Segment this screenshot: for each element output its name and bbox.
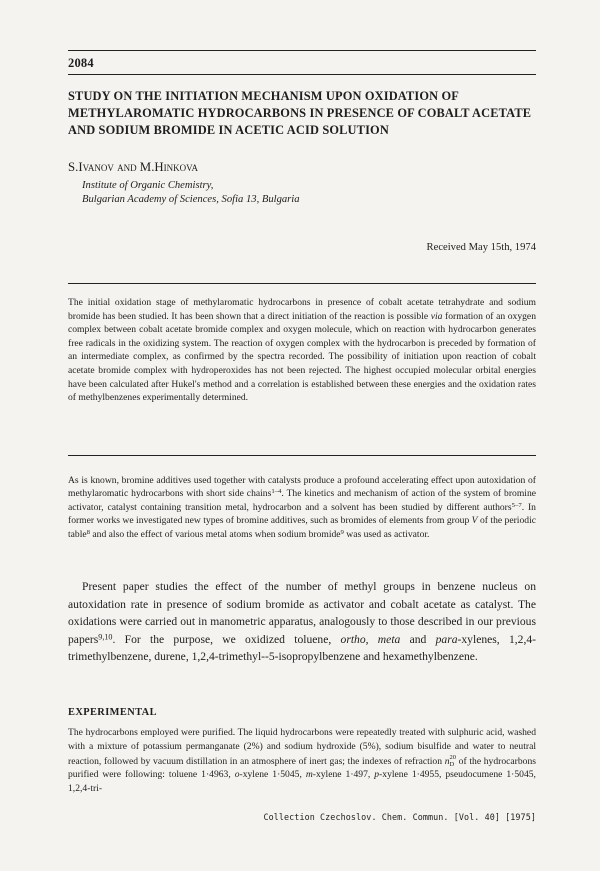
present-text-5: -xylenes, 1,2,4-trimethylbenzene, durene, 1,2,4-trimethyl--5-isopropylbenzene and hexamethylbenzene. bbox=[68, 632, 536, 664]
page-number: 2084 bbox=[68, 56, 94, 70]
present-text-4: and bbox=[400, 632, 436, 646]
top-rule bbox=[68, 50, 536, 51]
intro-text-5: and also the effect of various metal atoms when sodium bromide bbox=[90, 528, 341, 540]
exp-text-3: -xylene 1·5045, bbox=[239, 769, 306, 781]
intro-paragraph bbox=[68, 474, 536, 541]
present-text-1: Present paper studies the effect of the number of methyl groups in benzene nucleus on autoxidation rate in presence of sodium bromide as activator and cobalt acetate as catalyst. The oxidations were carried out in manometric apparatus, analogously to those described in our previous papers bbox=[68, 580, 536, 646]
exp-text-1: The hydrocarbons employed were purified. The liquid hydrocarbons were repeatedly treated with sulphuric acid, washed with a mixture of potassium permanganate (2%) and sodium hydroxide (5%), sodium bisulfide and water to neutral reaction, followed by vacuum distillation in an atmosphere of inert gas; the indexes of refraction bbox=[68, 727, 536, 767]
exp-text-5: -xylene 1·4955, pseudocumene 1·5045, 1,2,4-tri- bbox=[68, 769, 536, 795]
present-paragraph bbox=[68, 578, 536, 666]
exp-n-sup: 20 bbox=[449, 753, 456, 761]
exp-text-4: -xylene 1·497, bbox=[312, 769, 375, 781]
intro-text-6: was used as activator. bbox=[343, 528, 430, 540]
intro-group: V bbox=[471, 515, 478, 527]
intro-ref-1: 1–4 bbox=[271, 488, 282, 496]
received-date: Received May 15th, 1974 bbox=[426, 242, 536, 253]
present-text-2: . For the purpose, we oxidized toluene, bbox=[112, 632, 341, 646]
exp-n: n bbox=[444, 755, 450, 767]
intro-text-1: As is known, bromine additives used together with catalysts produce a profound accelerating effect upon autoxidation of methylaromatic hydrocarbons with short side chains bbox=[68, 475, 536, 500]
experimental-heading: EXPERIMENTAL bbox=[68, 707, 157, 718]
article-title: STUDY ON THE INITIATION MECHANISM UPON OXIDATION OF METHYLAROMATIC HYDROCARBONS IN PRESENCE OF COBALT ACETATE AND SODIUM BROMIDE IN ACETIC ACID SOLUTION bbox=[68, 89, 532, 137]
abstract-text-1: The initial oxidation stage of methylaromatic hydrocarbons in presence of cobalt acetate tetrahydrate and sodium bromide has been studied. It has been shown that a direct initiation of the reaction is possible bbox=[68, 297, 536, 322]
intro-text-2: . The kinetics and mechanism of action of the system of bromine activator, catalyst containing transition metal, hydrocarbon and a solvent has been studied by different authors bbox=[68, 488, 537, 513]
article-authors: S.Ivanov and M.Hinkova bbox=[68, 160, 198, 174]
abstract-bottom-rule bbox=[68, 455, 536, 456]
present-ortho: ortho bbox=[340, 632, 366, 646]
present-para: para bbox=[435, 632, 458, 646]
abstract-top-rule bbox=[68, 283, 536, 284]
affiliation-line-2: Bulgarian Academy of Sciences, Sofia 13, Bulgaria bbox=[82, 193, 300, 205]
abstract-via: via bbox=[430, 310, 443, 322]
exp-text-2: of the hydrocarbons purified were following: toluene 1·4963, bbox=[68, 755, 536, 781]
intro-text-3: . In former works we investigated new types of bromine additives, such as bromides of elements from group bbox=[68, 501, 536, 527]
intro-text-4: of the periodic table bbox=[68, 515, 536, 540]
intro-ref-3: 8 bbox=[86, 528, 91, 536]
journal-citation: Collection Czechoslov. Chem. Commun. [Vol. 40] [1975] bbox=[263, 812, 536, 822]
exp-p: p bbox=[374, 769, 380, 781]
article-affiliation bbox=[82, 179, 300, 206]
exp-m: m bbox=[305, 769, 313, 781]
header-rule bbox=[68, 74, 536, 75]
exp-o: o bbox=[234, 769, 240, 781]
abstract bbox=[68, 296, 536, 405]
present-text-3: , bbox=[365, 632, 378, 646]
exp-n-sub: D bbox=[449, 760, 455, 768]
intro-ref-2: 5–7 bbox=[511, 501, 522, 509]
abstract-text-2: formation of an oxygen complex between cobalt acetate bromide complex and oxygen molecule, which on reaction with hydrocarbon generates free radicals in the oxidizing system. The reaction of oxygen complex with the hydrocarbon is preceded by formation of an intermediate complex, as confirmed by the spectra recorded. The possibility of initiation upon reaction of cobalt acetate bromide complex with hydroperoxides has not been rejected. The highest occupied molecular orbital energies have been calculated after Hukel's method and a correlation is established between these energies and the oxidation rates of methylbenzenes experimentally determined. bbox=[68, 310, 536, 404]
intro-ref-4: 9 bbox=[340, 528, 344, 536]
present-ref: 9,10 bbox=[98, 632, 113, 642]
affiliation-line-1: Institute of Organic Chemistry, bbox=[82, 180, 214, 191]
present-meta: meta bbox=[377, 632, 401, 646]
experimental-paragraph bbox=[68, 726, 536, 796]
